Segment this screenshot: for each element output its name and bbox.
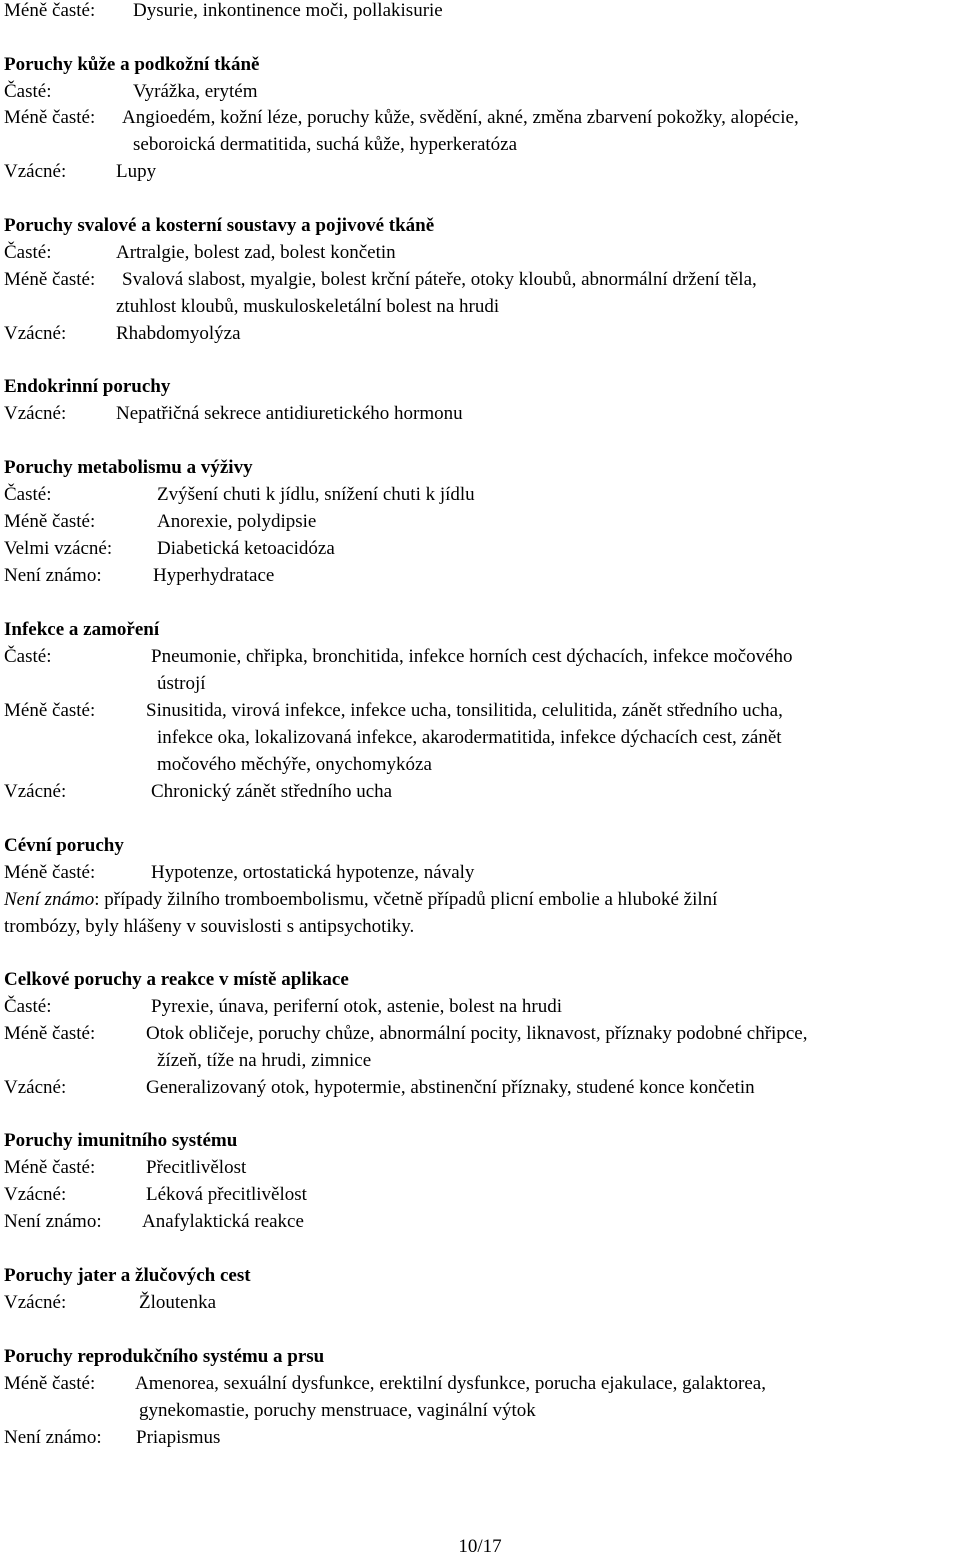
skin-mene-text-1: Angioedém, kožní léze, poruchy kůže, svědění, akné, změna zbarvení pokožky, alopécie,: [122, 107, 799, 128]
label-vzacne: Vzácné:: [4, 1292, 67, 1313]
label-mene-caste: Méně časté:: [4, 511, 96, 532]
section-heading-liver: Poruchy jater a žlučových cest: [4, 1265, 251, 1286]
label-mene-caste: Méně časté:: [4, 862, 96, 883]
label-caste: Časté:: [4, 81, 52, 102]
repro-neni-text: Priapismus: [136, 1427, 221, 1448]
label-vzacne: Vzácné:: [4, 403, 67, 424]
label-mene-caste: Méně časté:: [4, 700, 96, 721]
label-caste: Časté:: [4, 646, 52, 667]
gen-caste-text: Pyrexie, únava, periferní otok, astenie, bolest na hrudi: [151, 996, 563, 1017]
section-heading-metabolism: Poruchy metabolismu a výživy: [4, 457, 253, 478]
section-heading-infections: Infekce a zamoření: [4, 619, 160, 640]
label-vzacne: Vzácné:: [4, 1184, 67, 1205]
imm-vzacne-text: Léková přecitlivělost: [146, 1184, 307, 1205]
musc-vzacne-text: Rhabdomyolýza: [116, 323, 241, 344]
gen-vzacne-text: Generalizovaný otok, hypotermie, abstinenční příznaky, studené konce končetin: [146, 1077, 755, 1098]
meta-mene-text: Anorexie, polydipsie: [157, 511, 317, 532]
urinary-mene-caste-text: Dysurie, inkontinence moči, pollakisurie: [133, 0, 443, 21]
liver-vzacne-text: Žloutenka: [139, 1292, 217, 1313]
label-neni-znamo: Není známo:: [4, 1211, 102, 1232]
inf-vzacne-text: Chronický zánět středního ucha: [151, 781, 393, 802]
meta-velmi-text: Diabetická ketoacidóza: [157, 538, 335, 559]
section-heading-skin: Poruchy kůže a podkožní tkáně: [4, 54, 260, 75]
inf-caste-text-2: ústrojí: [157, 673, 206, 694]
meta-caste-text: Zvýšení chuti k jídlu, snížení chuti k jídlu: [157, 484, 475, 505]
label-vzacne: Vzácné:: [4, 161, 67, 182]
page-number: 10/17: [458, 1536, 502, 1557]
repro-mene-text-2: gynekomastie, poruchy menstruace, vaginální výtok: [139, 1400, 536, 1421]
musc-caste-text: Artralgie, bolest zad, bolest končetin: [116, 242, 396, 263]
skin-mene-text-2: seboroická dermatitida, suchá kůže, hyperkeratóza: [133, 134, 518, 155]
section-heading-vascular: Cévní poruchy: [4, 835, 124, 856]
musc-mene-text-2: ztuhlost kloubů, muskuloskeletální bolest na hrudi: [116, 296, 500, 317]
label-neni-znamo: Není známo:: [4, 565, 102, 586]
endo-vzacne-text: Nepatřičná sekrece antidiuretického hormonu: [116, 403, 463, 424]
label-vzacne: Vzácné:: [4, 1077, 67, 1098]
label-mene-caste: Méně časté:: [4, 1157, 96, 1178]
label-vzacne: Vzácné:: [4, 781, 67, 802]
skin-caste-text: Vyrážka, erytém: [133, 81, 258, 102]
repro-mene-text-1: Amenorea, sexuální dysfunkce, erektilní dysfunkce, porucha ejakulace, galaktorea,: [135, 1373, 766, 1394]
imm-mene-text: Přecitlivělost: [146, 1157, 247, 1178]
label-caste: Časté:: [4, 996, 52, 1017]
section-heading-general: Celkové poruchy a reakce v místě aplikace: [4, 969, 349, 990]
label-caste: Časté:: [4, 484, 52, 505]
inf-mene-text-2: infekce oka, lokalizovaná infekce, akarodermatitida, infekce dýchacích cest, zánět: [157, 727, 782, 748]
label-mene-caste: Méně časté:: [4, 1373, 96, 1394]
label-neni-znamo-italic: Není známo: [4, 889, 95, 910]
vasc-mene-text: Hypotenze, ortostatická hypotenze, návaly: [151, 862, 475, 883]
imm-neni-text: Anafylaktická reakce: [142, 1211, 304, 1232]
vasc-neni-text-1: : případy žilního tromboembolismu, včetně případů plicní embolie a hluboké žilní: [94, 889, 718, 910]
section-heading-immune: Poruchy imunitního systému: [4, 1130, 238, 1151]
label-mene-caste: Méně časté:: [4, 107, 96, 128]
musc-mene-text-1: Svalová slabost, myalgie, bolest krční páteře, otoky kloubů, abnormální držení těla,: [122, 269, 757, 290]
label-mene-caste: Méně časté:: [4, 269, 96, 290]
label-velmi-vzacne: Velmi vzácné:: [4, 538, 113, 559]
meta-neni-text: Hyperhydratace: [153, 565, 275, 586]
label-mene-caste: Méně časté:: [4, 0, 96, 21]
label-neni-znamo: Není známo:: [4, 1427, 102, 1448]
skin-vzacne-text: Lupy: [116, 161, 157, 182]
vasc-neni-text-2: trombózy, byly hlášeny v souvislosti s antipsychotiky.: [4, 916, 415, 937]
section-heading-endocrine: Endokrinní poruchy: [4, 376, 171, 397]
gen-mene-text-1: Otok obličeje, poruchy chůze, abnormální pocity, liknavost, příznaky podobné chřipce,: [146, 1023, 808, 1044]
inf-mene-text-1: Sinusitida, virová infekce, infekce ucha, tonsilitida, celulitida, zánět středního ucha,: [146, 700, 783, 721]
inf-caste-text-1: Pneumonie, chřipka, bronchitida, infekce horních cest dýchacích, infekce močového: [151, 646, 793, 667]
section-heading-musculoskeletal: Poruchy svalové a kosterní soustavy a pojivové tkáně: [4, 215, 435, 236]
label-vzacne: Vzácné:: [4, 323, 67, 344]
inf-mene-text-3: močového měchýře, onychomykóza: [157, 754, 432, 775]
vasc-neni-paragraph-1: [4, 886, 717, 913]
label-mene-caste: Méně časté:: [4, 1023, 96, 1044]
section-heading-reproductive: Poruchy reprodukčního systému a prsu: [4, 1346, 325, 1367]
label-caste: Časté:: [4, 242, 52, 263]
gen-mene-text-2: žízeň, tíže na hrudi, zimnice: [157, 1050, 372, 1071]
